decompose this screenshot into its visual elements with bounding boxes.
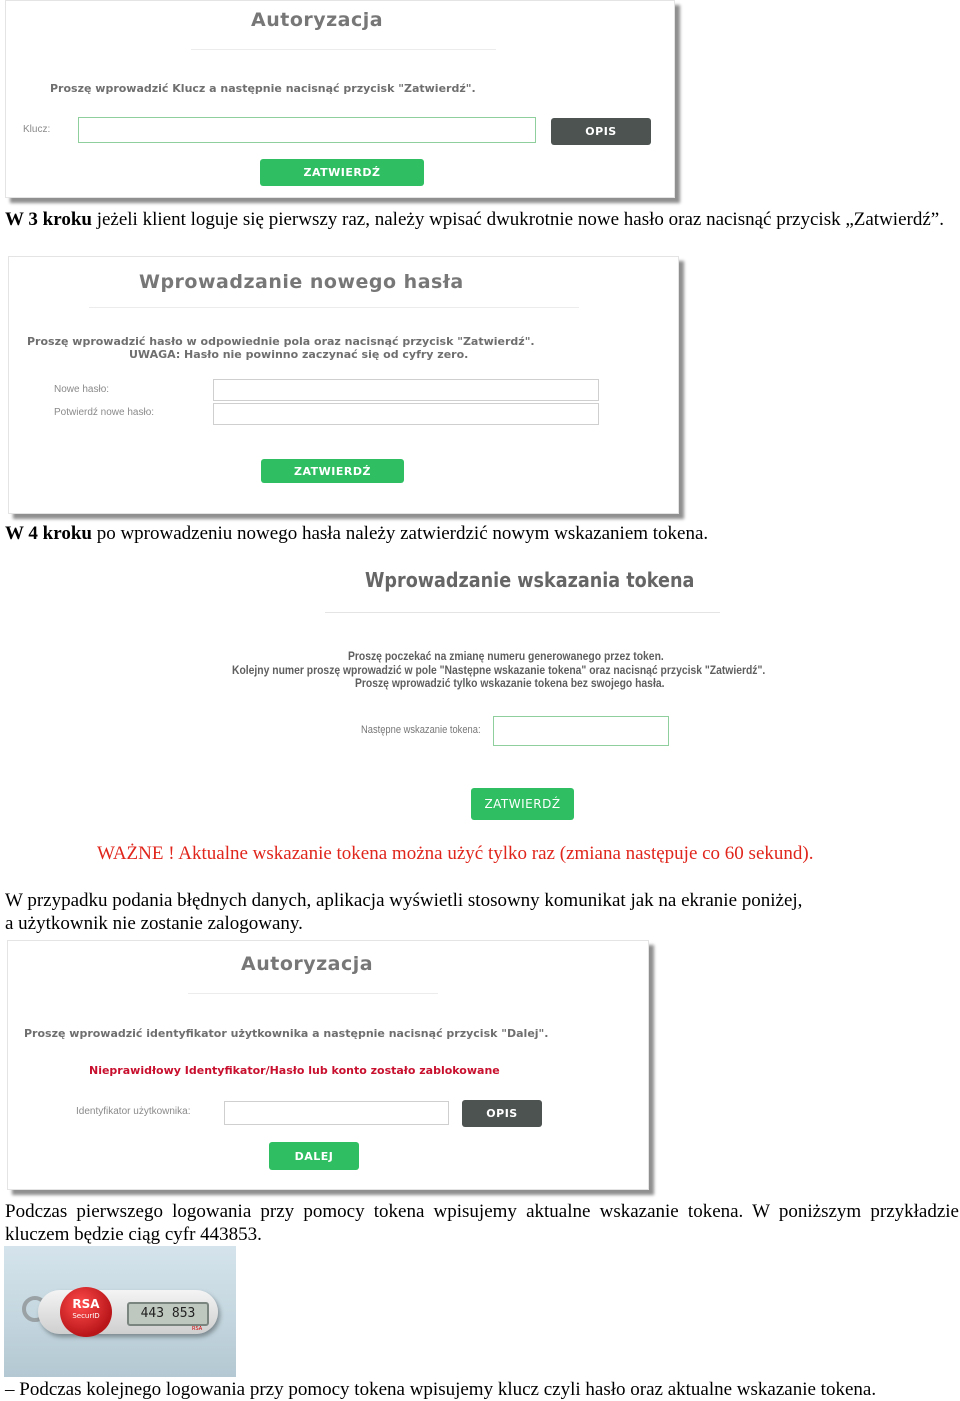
step4-text: po wprowadzeniu nowego hasła należy zatwierdzić nowym wskazaniem tokena. <box>91 523 709 544</box>
first-login-paragraph: Podczas pierwszego logowania przy pomocy tokena wpisujemy aktualne wskazanie tokena. W poniższym przykładzie kluczem będzie ciąg cyfr 443853. <box>5 1201 959 1245</box>
step3-text: jeżeli klient loguje się pierwszy raz, należy wpisać dwukrotnie nowe hasło oraz nacisnąć przycisk „Zatwierdź”. <box>91 209 944 230</box>
error-paragraph-line-2: a użytkownik nie zostanie zalogowany. <box>5 913 303 934</box>
info-line-3: Proszę wprowadzić tylko wskazanie tokena bez swojego hasła. <box>355 678 665 690</box>
error-message: Nieprawidłowy Identyfikator/Hasło lub konto zostało zablokowane <box>89 1064 500 1077</box>
user-id-input[interactable] <box>224 1101 449 1125</box>
user-id-label: Identyfikator użytkownika: <box>76 1106 191 1117</box>
next-token-label: Następne wskazanie tokena: <box>361 724 481 736</box>
opis-button[interactable]: OPIS <box>462 1100 542 1127</box>
title-divider <box>89 307 579 308</box>
key-label: Klucz: <box>23 124 51 135</box>
submit-button[interactable]: ZATWIERDŹ <box>260 159 424 186</box>
step3-paragraph <box>5 208 959 231</box>
rsa-logo <box>60 1287 112 1337</box>
token-entry-screenshot <box>225 560 825 825</box>
new-password-input[interactable] <box>213 379 599 401</box>
screen-title: Autoryzacja <box>251 9 384 31</box>
opis-button[interactable]: OPIS <box>551 118 651 145</box>
rsa-token-photo <box>4 1246 236 1377</box>
login-key-screenshot <box>5 0 675 198</box>
next-token-input[interactable] <box>493 716 669 746</box>
key-input[interactable] <box>78 117 536 143</box>
confirm-password-label: Potwierdź nowe hasło: <box>54 407 155 418</box>
rsa-brand-text: RSA <box>72 1297 100 1311</box>
confirm-password-input[interactable] <box>213 403 599 425</box>
instruction-line-1: Proszę wprowadzić hasło w odpowiednie pola oraz nacisnąć przycisk "Zatwierdź". <box>27 335 535 348</box>
title-divider <box>325 612 720 613</box>
important-note: WAŻNE ! Aktualne wskazanie tokena można użyć tylko raz (zmiana następuje co 60 sekund). <box>97 843 814 864</box>
new-password-label: Nowe hasło: <box>54 384 110 395</box>
instruction-text: Proszę wprowadzić identyfikator użytkownika a następnie nacisnąć przycisk "Dalej". <box>24 1027 549 1040</box>
error-paragraph-line-1: W przypadku podania błędnych danych, aplikacja wyświetli stosowny komunikat jak na ekranie poniżej, <box>5 890 803 911</box>
screen-title: Autoryzacja <box>241 953 374 975</box>
step4-paragraph <box>5 522 959 545</box>
submit-button[interactable]: ZATWIERDŹ <box>471 788 574 820</box>
login-error-screenshot <box>7 940 649 1190</box>
token-display: 443 853 <box>127 1302 209 1326</box>
title-divider <box>191 49 496 50</box>
token-small-label: RSA <box>192 1326 203 1332</box>
info-line-2: Kolejny numer proszę wprowadzić w pole "Następne wskazanie tokena" oraz nacisnąć przycisk "Zatwierdź". <box>232 665 766 677</box>
instruction-line-2: UWAGA: Hasło nie powinno zaczynać się od cyfry zero. <box>129 348 469 361</box>
screen-title: Wprowadzanie wskazania tokena <box>365 568 695 592</box>
next-button[interactable]: DALEJ <box>269 1142 359 1170</box>
next-login-paragraph: – Podczas kolejnego logowania przy pomocy tokena wpisujemy klucz czyli hasło oraz aktualne wskazanie tokena. <box>5 1379 877 1400</box>
screen-title: Wprowadzanie nowego hasła <box>139 271 464 293</box>
securid-text: SecurID <box>72 1312 100 1320</box>
info-line-1: Proszę poczekać na zmianę numeru generowanego przez token. <box>348 651 664 663</box>
submit-button[interactable]: ZATWIERDŹ <box>261 459 404 483</box>
title-divider <box>188 993 438 994</box>
instruction-text: Proszę wprowadzić Klucz a następnie nacisnąć przycisk "Zatwierdź". <box>50 82 476 95</box>
step4-label: W 4 kroku <box>5 523 92 544</box>
new-password-screenshot <box>8 256 679 514</box>
step3-label: W 3 kroku <box>5 209 92 230</box>
